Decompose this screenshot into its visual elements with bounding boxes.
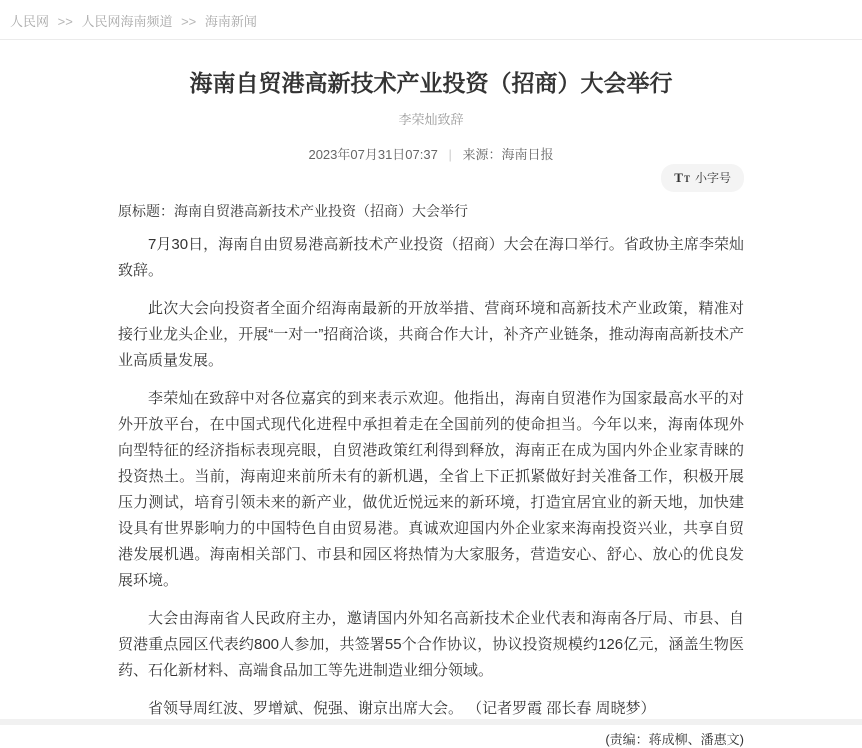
breadcrumb-separator: >>	[57, 14, 73, 29]
breadcrumb-divider	[0, 39, 862, 40]
article-body	[118, 67, 744, 748]
editors-line: (责编：蒋成柳、潘惠文)	[605, 732, 744, 747]
publish-date: 2023年07月31日07:37	[308, 147, 438, 162]
article-paragraph-5: 省领导周红波、罗增斌、倪强、谢京出席大会。 （记者罗霞 邵长春 周晓梦）	[148, 700, 656, 717]
original-title-label: 原标题：	[118, 203, 174, 219]
article-toolbar	[118, 164, 744, 190]
article-title: 海南自贸港高新技术产业投资（招商）大会举行	[189, 70, 673, 96]
font-size-icon: T	[674, 170, 683, 185]
article-paragraph-1: 7月30日，海南自由贸易港高新技术产业投资（招商）大会在海口举行。省政协主席李荣灿致辞。	[118, 236, 744, 279]
meta-separator: |	[448, 147, 452, 162]
breadcrumb	[0, 0, 862, 39]
article-paragraph-4: 大会由海南省人民政府主办，邀请国内外知名高新技术企业代表和海南各厅局、市县、自贸港重点园区代表约800人参加，共签署55个合作协议，协议投资规模约126亿元，涵盖生物医药、石化新材料、高端食品加工等先进制造业细分领域。	[118, 610, 744, 679]
article-paragraph-3: 李荣灿在致辞中对各位嘉宾的到来表示欢迎。他指出，海南自贸港作为国家最高水平的对外开放平台，在中国式现代化进程中承担着走在全国前列的使命担当。今年以来，海南体现外向型特征的经济指标表现亮眼，自贸港政策红利得到释放，海南正在成为国内外企业家青睐的投资热土。当前，海南迎来前所未有的新机遇，全省上下正抓紧做好封关准备工作，积极开展压力测试，培育引领未来的新产业，做优近悦远来的新环境，打造宜居宜业的新天地，加快建设具有世界影响力的中国特色自由贸易港。真诚欢迎国内外企业家来海南投资兴业，共享自贸港发展机遇。海南相关部门、市县和园区将热情为大家服务，营造安心、舒心、放心的优良发展环境。	[118, 390, 744, 589]
breadcrumb-link-hainan-channel[interactable]: 人民网海南频道	[81, 14, 173, 29]
font-size-icon-small: T	[683, 174, 690, 184]
source-link[interactable]: 海南日报	[501, 147, 554, 162]
original-title-line	[118, 202, 744, 220]
article-meta	[118, 147, 744, 162]
article-subtitle: 李荣灿致辞	[398, 112, 464, 127]
breadcrumb-separator: >>	[181, 14, 197, 29]
font-size-label: 小字号	[694, 171, 731, 185]
breadcrumb-link-hainan-news[interactable]: 海南新闻	[204, 14, 257, 29]
page-bottom-strip	[0, 719, 862, 725]
breadcrumb-link-peoples-daily[interactable]: 人民网	[10, 14, 50, 29]
article-paragraph-2: 此次大会向投资者全面介绍海南最新的开放举措、营商环境和高新技术产业政策，精准对接行业龙头企业，开展“一对一”招商洽谈，共商合作大计，补齐产业链条，推动海南高新技术产业高质量发展。	[118, 300, 744, 369]
original-title-text: 海南自贸港高新技术产业投资（招商）大会举行	[174, 203, 468, 219]
font-size-button[interactable]	[661, 164, 744, 192]
source-label: 来源：	[462, 147, 502, 162]
